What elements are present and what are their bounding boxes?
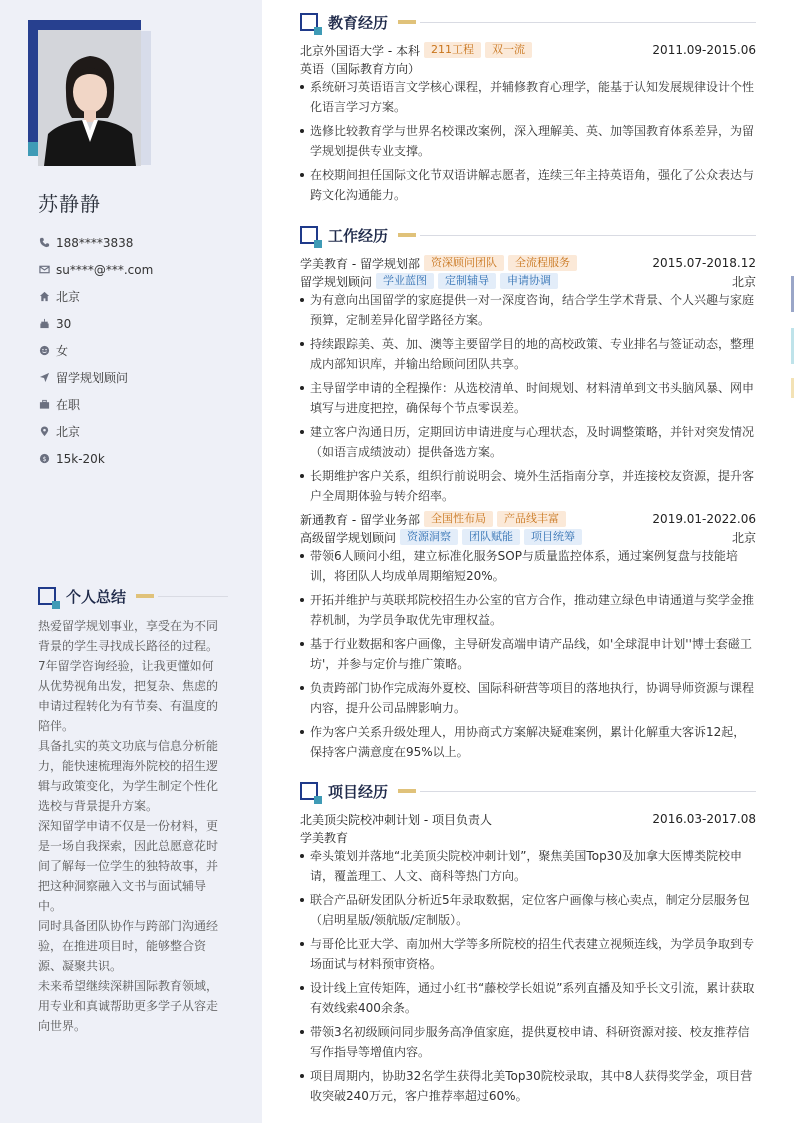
list-item: 持续跟踪美、英、加、澳等主要留学目的地的高校政策、专业排名与签证动态，整理成内部知识库，并输出给顾问团队共享。 <box>300 334 756 374</box>
project-section-title <box>300 781 756 801</box>
job-period: 2019.01-2022.06 <box>652 512 756 526</box>
info-age <box>38 310 248 337</box>
list-item: 带领3名初级顾问同步服务高净值家庭，提供夏校申请、科研资源对接、校友推荐信写作指导等增值内容。 <box>300 1022 756 1062</box>
list-item: 联合产品研发团队分析近5年录取数据，定位客户画像与核心卖点，制定分层服务包（启明星版/领航版/定制版）。 <box>300 890 756 930</box>
job-header <box>300 510 756 528</box>
project-header <box>300 810 756 828</box>
title-gold-bar <box>398 20 416 24</box>
briefcase-icon <box>38 399 50 411</box>
project-org: 学美教育 <box>300 830 349 845</box>
project-name: 北美顶尖院校冲刺计划 - 项目负责人 <box>300 812 492 827</box>
avatar <box>38 30 141 166</box>
title-gold-bar <box>136 594 154 598</box>
send-icon <box>38 372 50 384</box>
job-entry <box>300 254 756 506</box>
list-item: 选修比较教育学与世界名校课改案例，深入理解美、英、加等国教育体系差异，为留学规划提供专业支撑。 <box>300 121 756 161</box>
email-value: su****@***.com <box>56 262 154 277</box>
title-divider <box>420 235 756 236</box>
project-org-row <box>300 828 756 846</box>
company-name: 新通教育 - 留学业务部 <box>300 512 420 527</box>
svg-text:$: $ <box>41 454 47 463</box>
job-bullets <box>300 546 756 762</box>
education-header <box>300 41 756 59</box>
info-city <box>38 418 248 445</box>
title-gold-bar <box>398 233 416 237</box>
list-item: 长期维护客户关系，组织行前说明会、境外生活指南分享，并连接校友资源，提升客户全周期体验与转介绍率。 <box>300 466 756 506</box>
info-hometown <box>38 283 248 310</box>
work-title: 工作经历 <box>328 226 389 245</box>
target-job-value: 留学规划顾问 <box>56 371 129 385</box>
project-period: 2016.03-2017.08 <box>652 812 756 826</box>
job-location: 北京 <box>731 530 756 545</box>
education-section <box>300 12 756 209</box>
job-position-row <box>300 272 756 290</box>
list-item: 项目周期内，协助32名学生获得北美Top30院校录取，其中8人获得奖学金，项目营收突破240万元，客户推荐率超过60%。 <box>300 1066 756 1106</box>
mail-icon <box>38 264 50 276</box>
company-tag: 全流程服务 <box>508 255 577 271</box>
position-tag: 资源洞察 <box>400 529 458 545</box>
section-square-icon <box>300 226 318 244</box>
company-tag: 全国性布局 <box>424 511 493 527</box>
location-pin-icon <box>38 426 50 438</box>
summary-paragraph: 深知留学申请不仅是一份材料，更是一场自我探索，因此总愿意花时间了解每一位学生的独特故事，并把这种洞察融入文书与面试辅导中。 <box>38 819 219 913</box>
section-square-icon <box>300 13 318 31</box>
city-value: 北京 <box>56 425 81 439</box>
title-divider <box>158 596 228 597</box>
list-item: 带领6人顾问小组，建立标准化服务SOP与质量监控体系，通过案例复盘与技能培训，将团队人均成单周期缩短20%。 <box>300 546 756 586</box>
section-square-icon <box>38 587 56 605</box>
company-tag: 资深顾问团队 <box>424 255 504 271</box>
list-item: 主导留学申请的全程操作：从选校清单、时间规划、材料清单到文书头脑风暴、网申填写与进度把控，确保每个节点零误差。 <box>300 378 756 418</box>
list-item: 为有意向出国留学的家庭提供一对一深度咨询，结合学生学术背景、个人兴趣与家庭预算，定制差异化留学路径方案。 <box>300 290 756 330</box>
education-section-title <box>300 12 756 32</box>
project-bullets <box>300 846 756 1106</box>
school-tag: 双一流 <box>485 42 532 58</box>
list-item: 基于行业数据和客户画像，主导研发高端申请产品线，如'全球混申计划''博士套磁工坊'，并参与定价与推广策略。 <box>300 634 756 674</box>
summary-paragraph: 同时具备团队协作与跨部门沟通经验，在推进项目时，能够整合资源、凝聚共识。 <box>38 919 219 973</box>
summary-section-title <box>38 586 228 606</box>
title-divider <box>420 22 756 23</box>
position-tag: 团队赋能 <box>462 529 520 545</box>
face-icon <box>38 345 50 357</box>
company-tag: 产品线丰富 <box>497 511 566 527</box>
education-period: 2011.09-2015.06 <box>652 43 756 57</box>
project-title: 项目经历 <box>328 782 389 801</box>
title-gold-bar <box>398 789 416 793</box>
list-item: 作为客户关系升级处理人，用协商式方案解决疑难案例，累计化解重大客诉12起，保持客户满意度在95%以上。 <box>300 722 756 762</box>
company-name: 学美教育 - 留学规划部 <box>300 256 420 271</box>
phone-value: 188****3838 <box>56 235 134 250</box>
education-bullets <box>300 77 756 205</box>
title-divider <box>420 791 756 792</box>
education-major-row <box>300 59 756 77</box>
info-email <box>38 256 248 283</box>
job-period: 2015.07-2018.12 <box>652 256 756 270</box>
hometown-value: 北京 <box>56 290 81 304</box>
position-tag: 定制辅导 <box>438 273 496 289</box>
education-title: 教育经历 <box>328 13 389 32</box>
info-status <box>38 391 248 418</box>
list-item: 负责跨部门协作完成海外夏校、国际科研营等项目的落地执行，协调导师资源与课程内容，提升公司品牌影响力。 <box>300 678 756 718</box>
home-icon <box>38 291 50 303</box>
major: 英语（国际教育方向） <box>300 61 421 76</box>
salary-value: 15k-20k <box>56 451 105 466</box>
photo-frame <box>28 20 152 168</box>
info-phone <box>38 229 248 256</box>
section-square-icon <box>300 782 318 800</box>
list-item: 系统研习英语语言文学核心课程，并辅修教育心理学，能基于认知发展规律设计个性化语言学习方案。 <box>300 77 756 117</box>
summary-paragraph: 具备扎实的英文功底与信息分析能力，能快速梳理海外院校的招生逻辑与政策变化，为学生制定个性化选校与背景提升方案。 <box>38 739 219 813</box>
info-salary <box>38 445 248 472</box>
summary-text <box>38 616 222 1036</box>
list-item: 与哥伦比亚大学、南加州大学等多所院校的招生代表建立视频连线，为学员争取到专场面试与材料预审资格。 <box>300 934 756 974</box>
list-item: 牵头策划并落地“北美顶尖院校冲刺计划”，聚焦美国Top30及加拿大医博类院校申请，覆盖理工、人文、商科等热门方向。 <box>300 846 756 886</box>
school-tag: 211工程 <box>424 42 481 58</box>
position-name: 留学规划顾问 <box>300 274 373 289</box>
position-tag: 学业蓝图 <box>376 273 434 289</box>
info-target-job <box>38 364 248 391</box>
candidate-name: 苏静静 <box>38 192 101 216</box>
school-name: 北京外国语大学 - 本科 <box>300 43 420 58</box>
age-value: 30 <box>56 316 72 331</box>
phone-icon <box>38 237 50 249</box>
list-item: 设计线上宣传矩阵，通过小红书“藤校学长姐说”系列直播及知乎长文引流，累计获取有效线索400余条。 <box>300 978 756 1018</box>
job-location: 北京 <box>731 274 756 289</box>
info-gender <box>38 337 248 364</box>
money-icon <box>38 453 50 465</box>
list-item: 在校期间担任国际文化节双语讲解志愿者，连续三年主持英语角，强化了公众表达与跨文化沟通能力。 <box>300 165 756 205</box>
position-tag: 项目统筹 <box>524 529 582 545</box>
summary-title: 个人总结 <box>66 587 127 606</box>
job-entry <box>300 510 756 762</box>
summary-paragraph: 热爱留学规划事业，享受在为不同背景的学生寻找成长路径的过程。7年留学咨询经验，让我更懂如何从优势视角出发，把复杂、焦虑的申请过程转化为有节奏、有温度的陪伴。 <box>38 619 219 733</box>
cake-icon <box>38 318 50 330</box>
summary-paragraph: 未来希望继续深耕国际教育领域，用专业和真诚帮助更多学子从容走向世界。 <box>38 979 219 1033</box>
list-item: 建立客户沟通日历，定期回访申请进度与心理状态，及时调整策略，并针对突发情况（如语言成绩波动）提供备选方案。 <box>300 422 756 462</box>
job-bullets <box>300 290 756 506</box>
position-tag: 申请协调 <box>500 273 558 289</box>
personal-info-list <box>38 229 248 472</box>
work-section <box>300 225 756 766</box>
gender-value: 女 <box>56 344 69 358</box>
job-header <box>300 254 756 272</box>
status-value: 在职 <box>56 398 81 412</box>
position-name: 高级留学规划顾问 <box>300 530 397 545</box>
job-position-row <box>300 528 756 546</box>
work-section-title <box>300 225 756 245</box>
list-item: 开拓并维护与英联邦院校招生办公室的官方合作，推动建立绿色申请通道与奖学金推荐机制，为学员争取优先审理权益。 <box>300 590 756 630</box>
sidebar <box>0 0 262 1123</box>
project-section <box>300 781 756 1110</box>
